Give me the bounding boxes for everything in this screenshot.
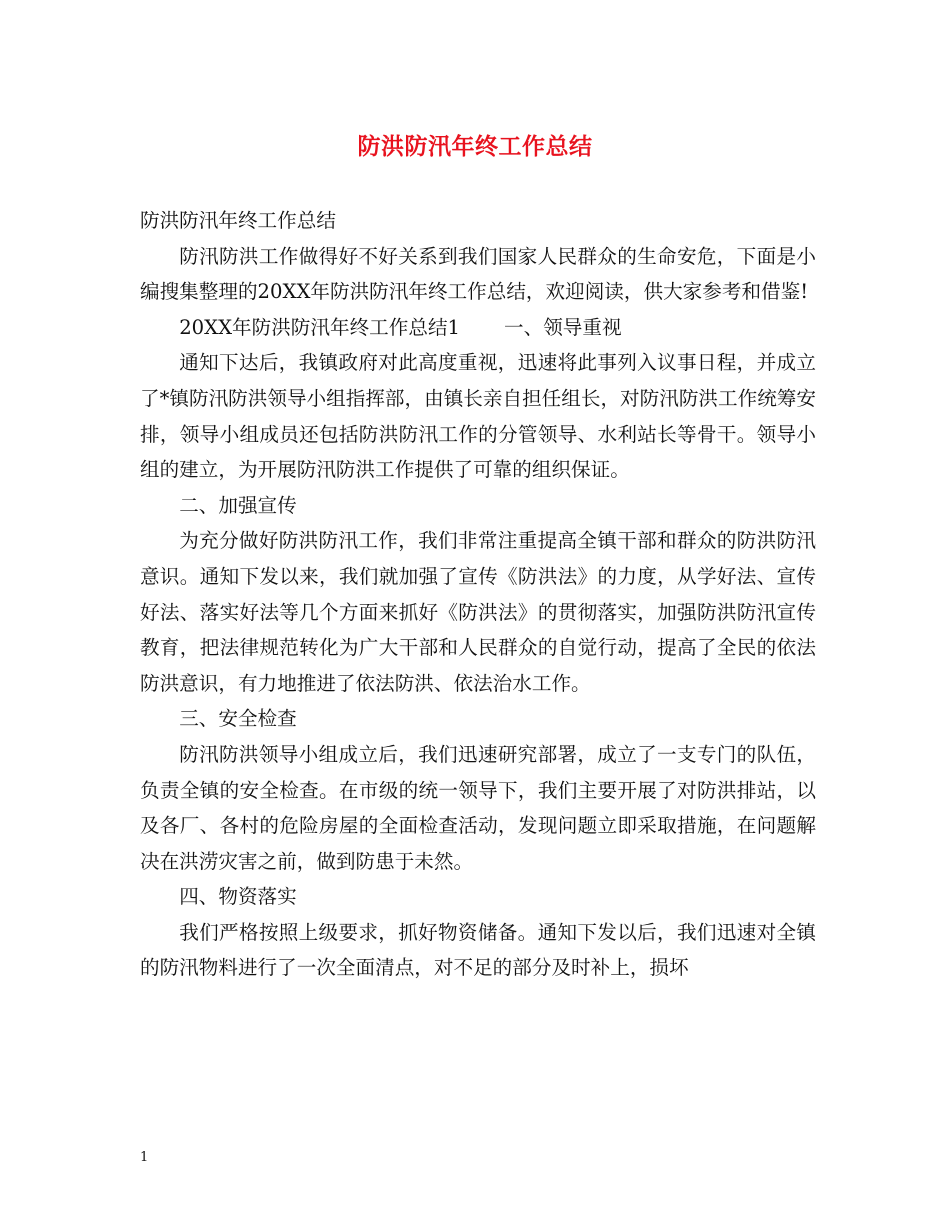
subtitle-line: 防洪防汛年终工作总结	[140, 209, 336, 232]
section-heading-3: 三、安全检查	[179, 707, 297, 731]
paragraph-leadership: 通知下达后，我镇政府对此高度重视，迅速将此事列入议事日程，并成立了*镇防汛防洪领导小组指挥部，由镇长亲自担任组长，对防汛防洪工作统筹安排，领导小组成员还包括防洪防汛工作的分管领导、水利站长等骨干。领导小组的建立，为开展防汛防洪工作提供了可靠的组织保证。	[140, 351, 816, 482]
section-heading-4: 四、物资落实	[179, 885, 297, 909]
section-heading-2: 二、加强宣传	[179, 493, 297, 517]
document-body	[140, 203, 816, 986]
section-heading-1: 一、领导重视	[504, 315, 622, 339]
intro-paragraph: 防汛防洪工作做得好不好关系到我们国家人民群众的生命安危，下面是小编搜集整理的20XX年防洪防汛年终工作总结，欢迎阅读，供大家参考和借鉴!	[140, 244, 816, 304]
paragraph-materials: 我们严格按照上级要求，抓好物资储备。通知下发以后，我们迅速对全镇的防汛物料进行了一次全面清点，对不足的部分及时补上，损坏	[140, 920, 816, 980]
section-heading-line	[140, 310, 816, 346]
page-number: 1	[140, 1150, 149, 1165]
paragraph-publicity: 为充分做好防洪防汛工作，我们非常注重提高全镇干部和群众的防洪防汛意识。通知下发以来，我们就加强了宣传《防洪法》的力度，从学好法、宣传好法、落实好法等几个方面来抓好《防洪法》的贯彻落实，加强防洪防汛宣传教育，把法律规范转化为广大干部和人民群众的自觉行动，提高了全民的依法防洪意识，有力地推进了依法防洪、依法治水工作。	[140, 529, 816, 695]
document-title: 防洪防汛年终工作总结	[357, 133, 593, 160]
summary-heading: 20XX年防洪防汛年终工作总结1	[179, 315, 461, 339]
paragraph-safety-inspection: 防汛防洪领导小组成立后，我们迅速研究部署，成立了一支专门的队伍，负责全镇的安全检查。在市级的统一领导下，我们主要开展了对防洪排站，以及各厂、各村的危险房屋的全面检查活动，发现问题立即采取措施，在问题解决在洪涝灾害之前，做到防患于未然。	[140, 742, 816, 873]
